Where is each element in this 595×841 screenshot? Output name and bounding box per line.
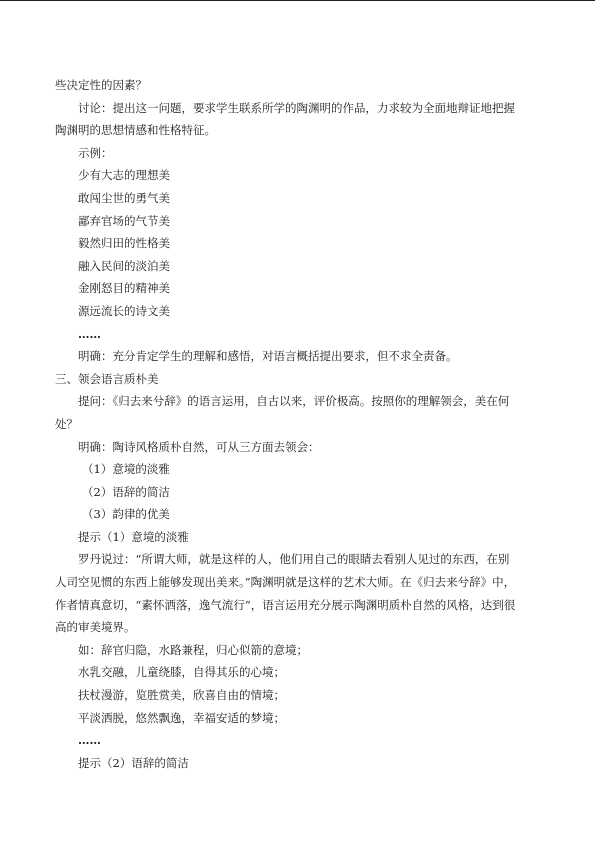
example-label: 示例： xyxy=(78,145,113,160)
example-item: 毅然归田的性格美 xyxy=(78,236,170,251)
text-line: 明确：充分肯定学生的理解和感悟，对语言概括提出要求，但不求全责备。 xyxy=(78,349,458,364)
text-line: 扶杖漫游，览胜赏美，欣喜自由的情境； xyxy=(78,688,285,703)
text-line: 提问：《归去来兮辞》的语言运用，自古以来，评价极高。按照你的理解领会，美在何 xyxy=(78,394,510,409)
text-line: 处？ xyxy=(55,416,78,431)
text-line: 些决定性的因素？ xyxy=(55,78,147,92)
text-line: 作者情真意切，“素怀洒落，逸气流行”，语言运用充分展示陶渊明质朴自然的风格，达到很 xyxy=(55,597,516,612)
hint-heading: 提示（2）语辞的简洁 xyxy=(78,755,189,770)
header-rule xyxy=(0,0,595,1)
example-item: 敢闯尘世的勇气美 xyxy=(78,190,170,205)
document-body xyxy=(55,74,541,774)
numbered-item: （3）韵律的优美 xyxy=(82,507,170,522)
example-item: 金刚怒目的精神美 xyxy=(78,281,170,296)
text-line: 如：辞官归隐，水路兼程，归心似箭的意境； xyxy=(78,642,308,657)
text-line: 高的审美境界。 xyxy=(55,620,136,635)
example-item: 源远流长的诗文美 xyxy=(78,303,170,318)
example-item: 少有大志的理想美 xyxy=(78,168,170,183)
text-line: 讨论：提出这一问题，要求学生联系所学的陶渊明的作品，力求较为全面地辩证地把握 xyxy=(78,100,515,115)
ellipsis: …… xyxy=(78,326,101,341)
text-line: 罗丹说过：“所谓大师，就是这样的人，他们用自己的眼睛去看别人见过的东西，在别 xyxy=(78,552,510,567)
hint-heading: 提示（1）意境的淡雅 xyxy=(78,529,189,544)
numbered-item: （2）语辞的简洁 xyxy=(82,484,170,499)
text-line: 陶渊明的思想情感和性格特征。 xyxy=(55,123,216,138)
text-line: 水乳交融，儿童绕膝，自得其乐的心境； xyxy=(78,665,285,680)
text-line: 人司空见惯的东西上能够发现出美来。”陶渊明就是这样的艺术大师。在《归去来兮辞》中， xyxy=(55,575,516,590)
ellipsis: …… xyxy=(78,733,101,748)
text-line: 平淡洒脱，悠然飘逸，幸福安适的梦境； xyxy=(78,710,285,725)
example-item: 鄙弃官场的气节美 xyxy=(78,213,170,228)
section-heading: 三、领会语言质朴美 xyxy=(55,371,159,386)
example-item: 融入民间的淡泊美 xyxy=(78,258,170,273)
text-line: 明确：陶诗风格质朴自然，可从三方面去领会： xyxy=(78,439,320,454)
numbered-item: （1）意境的淡雅 xyxy=(82,462,170,477)
